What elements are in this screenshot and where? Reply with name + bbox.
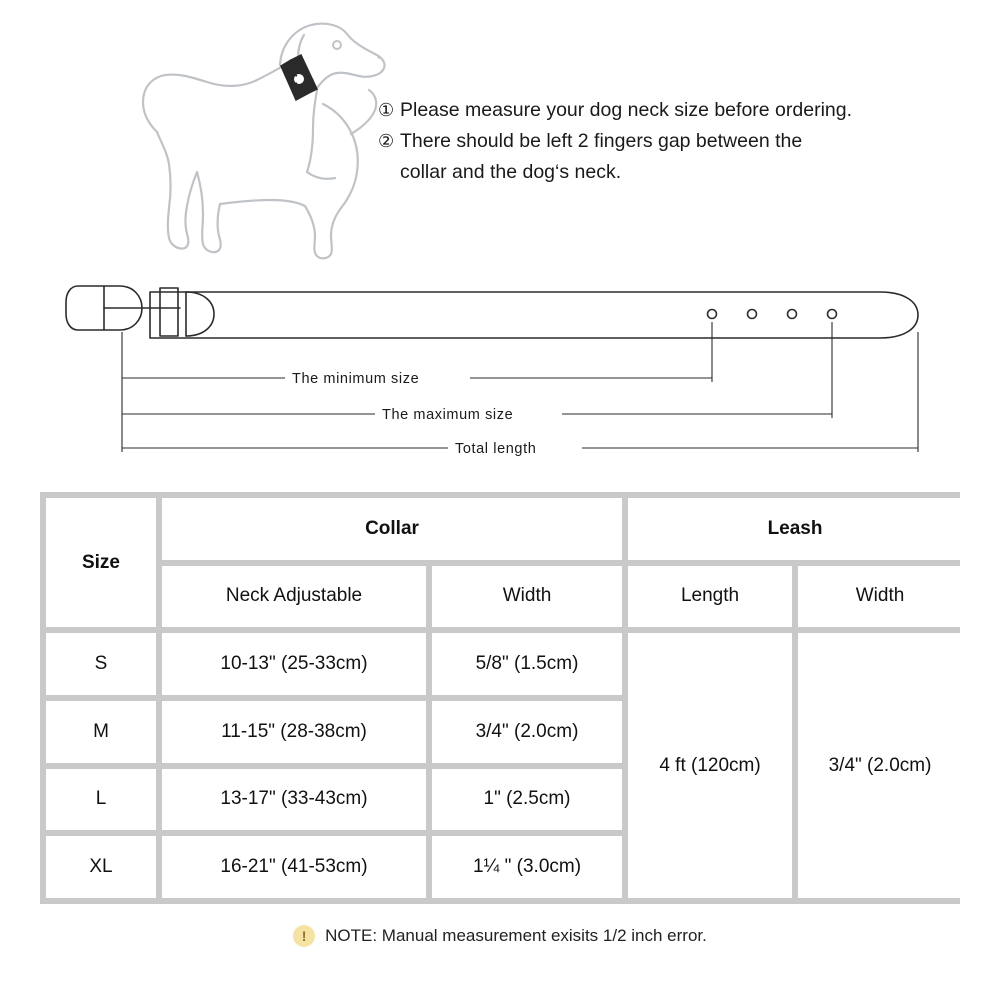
header-neck-adjustable: Neck Adjustable	[162, 566, 426, 628]
label-maximum-size: The maximum size	[382, 407, 514, 423]
table-header-row-2	[46, 566, 962, 628]
cell-leash-width: 3/4" (2.0cm)	[798, 633, 962, 898]
header-collar-width: Width	[432, 566, 622, 628]
header-leash-length: Length	[628, 566, 792, 628]
illustration-section	[0, 0, 1000, 270]
table-header-row-1	[46, 498, 962, 560]
label-total-length: Total length	[455, 441, 537, 457]
header-leash: Leash	[628, 498, 962, 560]
dog-outline-illustration	[75, 10, 395, 265]
warning-icon: !	[293, 925, 315, 947]
cell-leash-length: 4 ft (120cm)	[628, 633, 792, 898]
instruction-text-continued: collar and the dog‘s neck.	[400, 161, 622, 183]
size-table-container	[40, 492, 960, 904]
instruction-item	[378, 126, 978, 157]
instructions-list	[378, 95, 978, 188]
cell-size: L	[46, 769, 156, 831]
table-row	[46, 633, 962, 695]
instruction-number: ②	[378, 131, 395, 151]
collar-measurement-diagram	[0, 270, 1000, 485]
cell-size: S	[46, 633, 156, 695]
note-row	[0, 925, 1000, 947]
cell-size: XL	[46, 836, 156, 898]
instruction-text: There should be left 2 fingers gap between the	[400, 130, 803, 152]
collar-diagram-section	[0, 270, 1000, 485]
header-size: Size	[46, 498, 156, 627]
cell-neck-adjustable: 10-13" (25-33cm)	[162, 633, 426, 695]
cell-neck-adjustable: 11-15" (28-38cm)	[162, 701, 426, 763]
instruction-text: Please measure your dog neck size before ordering.	[400, 99, 853, 121]
cell-neck-adjustable: 13-17" (33-43cm)	[162, 769, 426, 831]
instruction-item	[378, 95, 978, 126]
header-collar: Collar	[162, 498, 622, 560]
cell-neck-adjustable: 16-21" (41-53cm)	[162, 836, 426, 898]
label-minimum-size: The minimum size	[292, 371, 420, 387]
cell-collar-width: 3/4" (2.0cm)	[432, 701, 622, 763]
size-table	[40, 492, 968, 904]
cell-collar-width: 5/8" (1.5cm)	[432, 633, 622, 695]
instruction-number: ①	[378, 100, 395, 120]
note-text: NOTE: Manual measurement exisits 1/2 inch error.	[325, 926, 707, 945]
cell-collar-width: 1¼ " (3.0cm)	[432, 836, 622, 898]
cell-size: M	[46, 701, 156, 763]
header-leash-width: Width	[798, 566, 962, 628]
cell-collar-width: 1" (2.5cm)	[432, 769, 622, 831]
